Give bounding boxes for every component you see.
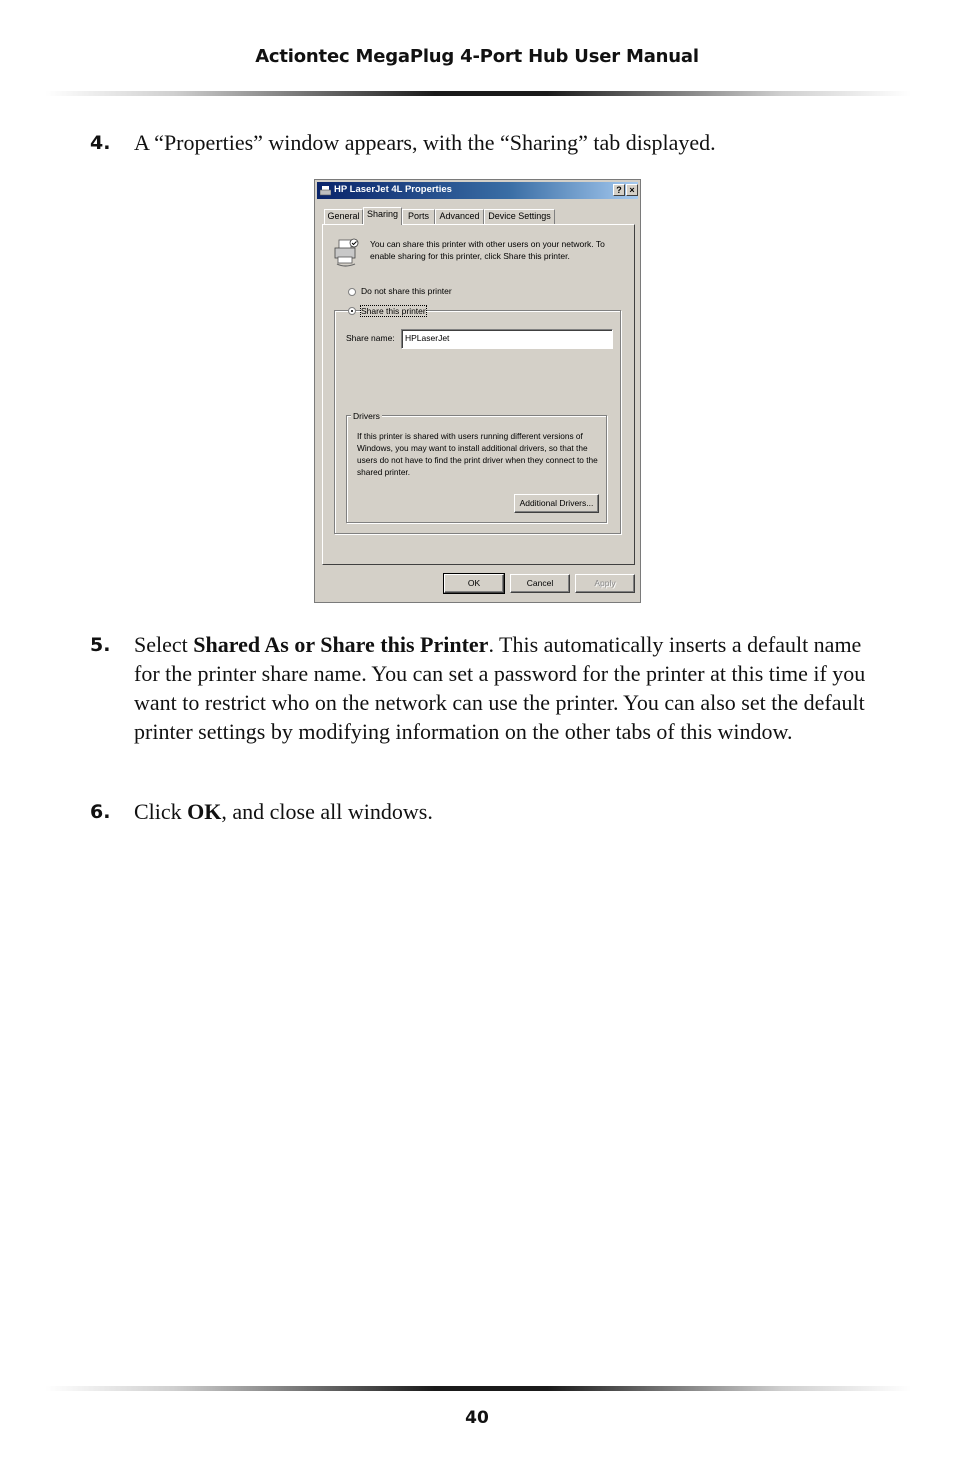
- share-name-label: Share name:: [346, 333, 395, 343]
- bold-term: OK: [187, 799, 222, 824]
- footer-rule: [45, 1386, 911, 1391]
- shared-printer-icon: [333, 238, 359, 268]
- dialog-title: HP LaserJet 4L Properties: [334, 184, 452, 195]
- radio-share-this-printer-label[interactable]: Share this printer: [361, 306, 426, 316]
- tab-device-settings[interactable]: Device Settings: [484, 209, 555, 224]
- step-text: Select Shared As or Share this Printer. This automatically inserts a default name for the printer share name. You can set a password for the printer at this time if you want to restrict who on the network can use the printer. You can also set the default printer settings by modifying information on the other tabs of this window.: [134, 632, 866, 744]
- close-button[interactable]: ×: [626, 184, 638, 196]
- tab-general[interactable]: General: [324, 209, 363, 224]
- cancel-button[interactable]: Cancel: [510, 574, 570, 593]
- header-title: Actiontec MegaPlug 4-Port Hub User Manual: [255, 46, 699, 67]
- step-number: 5.: [90, 634, 111, 656]
- tab-advanced[interactable]: Advanced: [435, 209, 484, 224]
- radio-do-not-share[interactable]: [348, 288, 356, 296]
- radio-share-this-printer[interactable]: [348, 307, 356, 315]
- radio-do-not-share-label[interactable]: Do not share this printer: [361, 286, 452, 296]
- step-5: [90, 630, 880, 746]
- ok-button[interactable]: OK: [444, 574, 504, 593]
- step-text: A “Properties” window appears, with the “Sharing” tab displayed.: [134, 130, 716, 155]
- dialog-titlebar: [317, 182, 638, 199]
- tab-sharing[interactable]: Sharing: [363, 207, 402, 225]
- apply-button: Apply: [575, 574, 635, 593]
- step-6: [90, 797, 880, 826]
- page-number: 40: [465, 1408, 489, 1428]
- help-button[interactable]: ?: [613, 184, 625, 196]
- properties-dialog: [314, 179, 641, 603]
- drivers-description: If this printer is shared with users running different versions of Windows, you may want to install additional drivers, so that the users do not have to find the print driver when they connect to the shared printer.: [357, 431, 598, 477]
- step-4: [90, 128, 880, 157]
- bold-term: Shared As or Share this Printer: [193, 632, 489, 657]
- step-number: 6.: [90, 801, 111, 823]
- printer-small-icon: [320, 185, 331, 196]
- additional-drivers-button[interactable]: Additional Drivers...: [514, 494, 599, 513]
- share-name-input[interactable]: HPLaserJet: [401, 329, 613, 349]
- step-text: Click OK, and close all windows.: [134, 799, 433, 824]
- sharing-intro-text: You can share this printer with other users on your network. To enable sharing for this printer, click Share this printer.: [370, 239, 605, 261]
- header-rule: [45, 91, 911, 96]
- tab-ports[interactable]: Ports: [402, 209, 435, 224]
- drivers-group-label: Drivers: [353, 411, 380, 421]
- step-number: 4.: [90, 132, 111, 154]
